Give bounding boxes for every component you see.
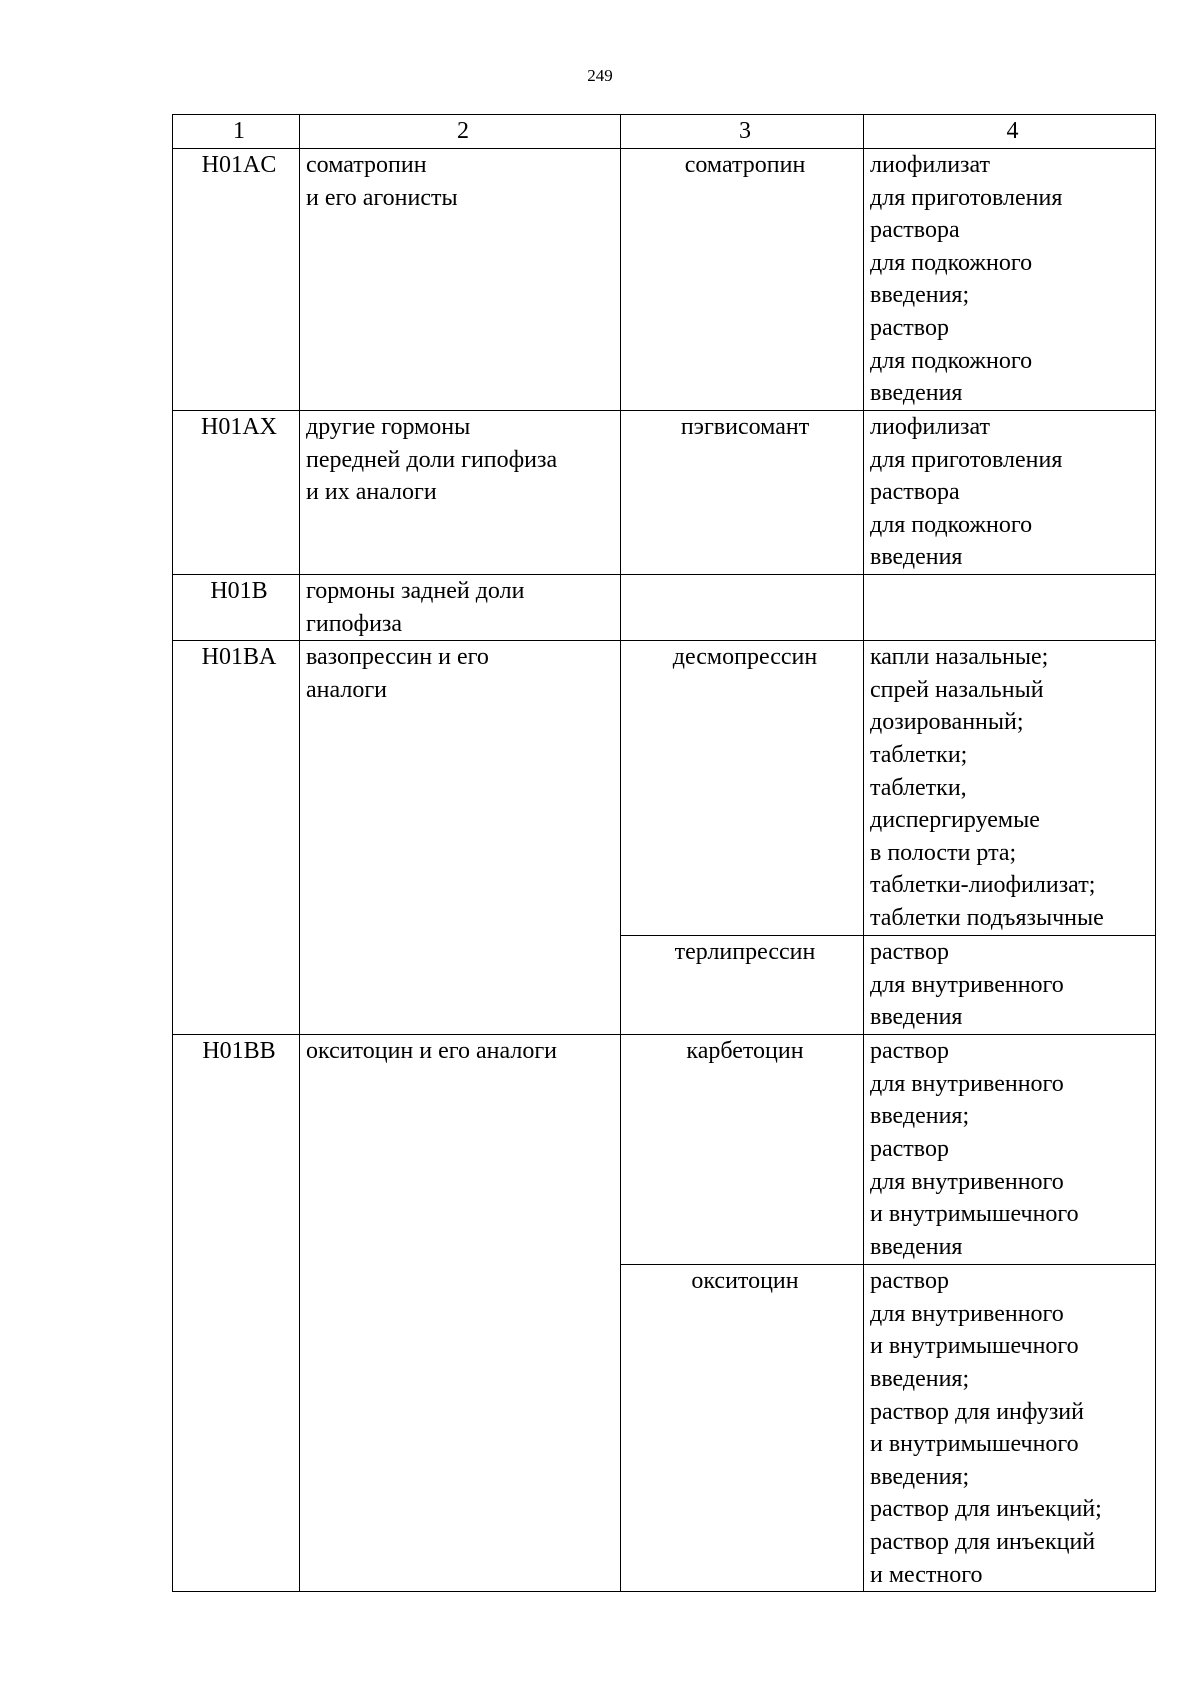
atc-code: H01AX <box>173 411 300 575</box>
drug-inn: десмопрессин <box>621 641 864 936</box>
drug-inn: окситоцин <box>621 1265 864 1592</box>
table-row <box>173 641 1156 936</box>
dosage-form: раствор для внутривенного введения <box>864 936 1156 1035</box>
group-name: соматропин и его агонисты <box>300 149 621 411</box>
group-name: окситоцин и его аналоги <box>300 1035 621 1592</box>
group-name: вазопрессин и его аналоги <box>300 641 621 1035</box>
dosage-form: раствор для внутривенного введения; раствор для внутривенного и внутримышечного введения <box>864 1035 1156 1265</box>
group-name: гормоны задней доли гипофиза <box>300 575 621 641</box>
dosage-form <box>864 575 1156 641</box>
dosage-form: капли назальные; спрей назальный дозированный; таблетки; таблетки, диспергируемые в полости рта; таблетки-лиофилизат; таблетки подъязычные <box>864 641 1156 936</box>
atc-code: H01BA <box>173 641 300 1035</box>
dosage-form: лиофилизат для приготовления раствора для подкожного введения; раствор для подкожного введения <box>864 149 1156 411</box>
page-number: 249 <box>587 66 613 85</box>
table-row <box>173 411 1156 575</box>
drug-inn: карбетоцин <box>621 1035 864 1265</box>
group-name: другие гормоны передней доли гипофиза и их аналоги <box>300 411 621 575</box>
dosage-form: лиофилизат для приготовления раствора для подкожного введения <box>864 411 1156 575</box>
atc-code: H01BB <box>173 1035 300 1592</box>
atc-code: H01AC <box>173 149 300 411</box>
header-col-4: 4 <box>864 115 1156 149</box>
drug-inn: пэгвисомант <box>621 411 864 575</box>
table-row <box>173 575 1156 641</box>
header-col-3: 3 <box>621 115 864 149</box>
table-header-row <box>173 115 1156 149</box>
drug-inn <box>621 575 864 641</box>
drug-table <box>172 114 1156 1592</box>
drug-inn: соматропин <box>621 149 864 411</box>
table-row <box>173 149 1156 411</box>
dosage-form: раствор для внутривенного и внутримышечного введения; раствор для инфузий и внутримышечного введения; раствор для инъекций; раствор для инъекций и местного <box>864 1265 1156 1592</box>
drug-inn: терлипрессин <box>621 936 864 1035</box>
atc-code: H01B <box>173 575 300 641</box>
header-col-2: 2 <box>300 115 621 149</box>
header-col-1: 1 <box>173 115 300 149</box>
table-row <box>173 1035 1156 1265</box>
